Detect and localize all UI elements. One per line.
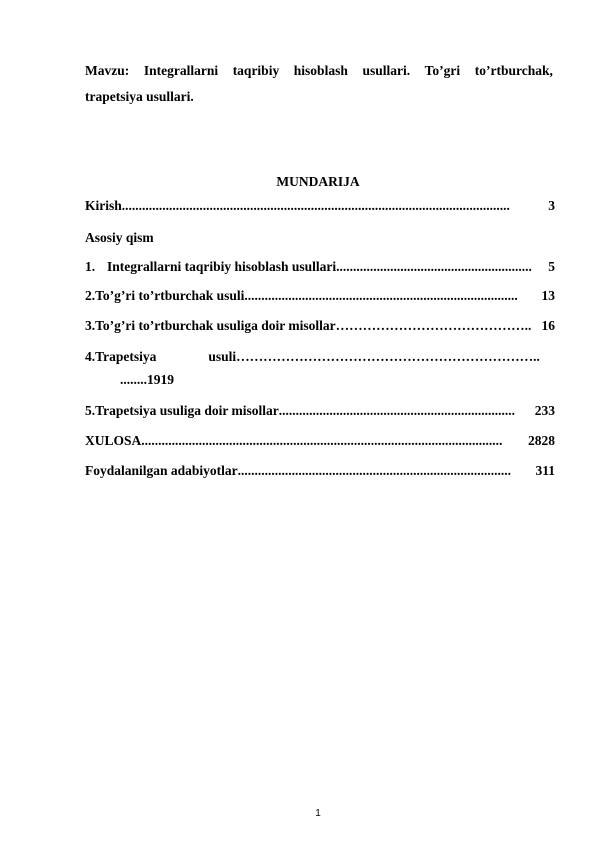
toc-entry-4-page-continued: ........1919 [120, 372, 174, 387]
toc-entry-label: Foydalanilgan adabiyotlar [85, 463, 238, 478]
toc-leader-dots: ................................................................................................................... [121, 198, 510, 213]
topic-word: to’rtburchak, [474, 63, 553, 78]
toc-entry-conclusion[interactable] [85, 433, 555, 449]
toc-entry-label: 5.Trapetsiya usuliga doir misollar [85, 403, 279, 418]
toc-entry-label: 3.To’g’ri to’rtburchak usuliga doir misollar [85, 318, 336, 333]
toc-page-number: 311 [535, 463, 555, 478]
topic-word: usullari. [362, 63, 411, 78]
toc-page-number: 16 [541, 318, 555, 333]
toc-section-main [85, 230, 555, 246]
toc-page-number: 5 [548, 259, 555, 274]
toc-entry-references[interactable] [85, 463, 555, 479]
toc-entry-label: XULOSA [85, 433, 142, 448]
toc-entry-label: 2.To’g’ri to’rtburchak usuli [85, 288, 245, 303]
toc-entry-2[interactable] [85, 288, 555, 304]
toc-entry-3[interactable] [85, 318, 555, 334]
toc-entry-number: 1. [85, 259, 96, 274]
toc-entry-intro[interactable] [85, 198, 555, 214]
toc-leader-dots: ........................................................................................................... [141, 433, 503, 448]
toc-page-number: 2828 [528, 433, 555, 448]
toc-page-number: 3 [548, 198, 555, 213]
toc-entry-4[interactable] [85, 349, 555, 365]
topic-word: hisoblash [293, 63, 348, 78]
toc-page-number: 13 [541, 288, 555, 303]
toc-entry-label: Kirish [85, 198, 122, 213]
toc-leader-dots: ................................................................................. [237, 463, 512, 478]
toc-leader-dots: ………………………………………………………….. [236, 349, 540, 364]
toc-leader-dots: .......................................................... [336, 259, 532, 274]
toc-leader-dots: ................................................................................. [244, 288, 518, 303]
topic-line-2: trapetsiya usullari. [85, 89, 194, 104]
toc-entry-label-continued: usuli [208, 349, 237, 364]
toc-leader-dots: ...................................................................... [278, 403, 516, 418]
toc-entry-label: 4.Trapetsiya [85, 349, 157, 364]
toc-leader-dots: …………………………………….. [335, 318, 532, 333]
topic-word: Integrallarni [143, 63, 219, 78]
topic-word: Mavzu: [85, 63, 130, 78]
toc-section-label: Asosiy qism [85, 230, 154, 245]
toc-entry-5[interactable] [85, 403, 555, 419]
toc-entry-label: Integrallarni taqribiy hisoblash usullari [107, 259, 337, 274]
topic-block [85, 58, 553, 110]
topic-line-1 [85, 58, 553, 84]
page-number: 1 [315, 808, 321, 819]
topic-word: To’gri [424, 63, 461, 78]
toc-heading: MUNDARIJA [276, 174, 360, 189]
topic-word: taqribiy [232, 63, 280, 78]
toc-entry-1[interactable] [85, 259, 555, 275]
toc-page-number: 233 [534, 403, 555, 418]
